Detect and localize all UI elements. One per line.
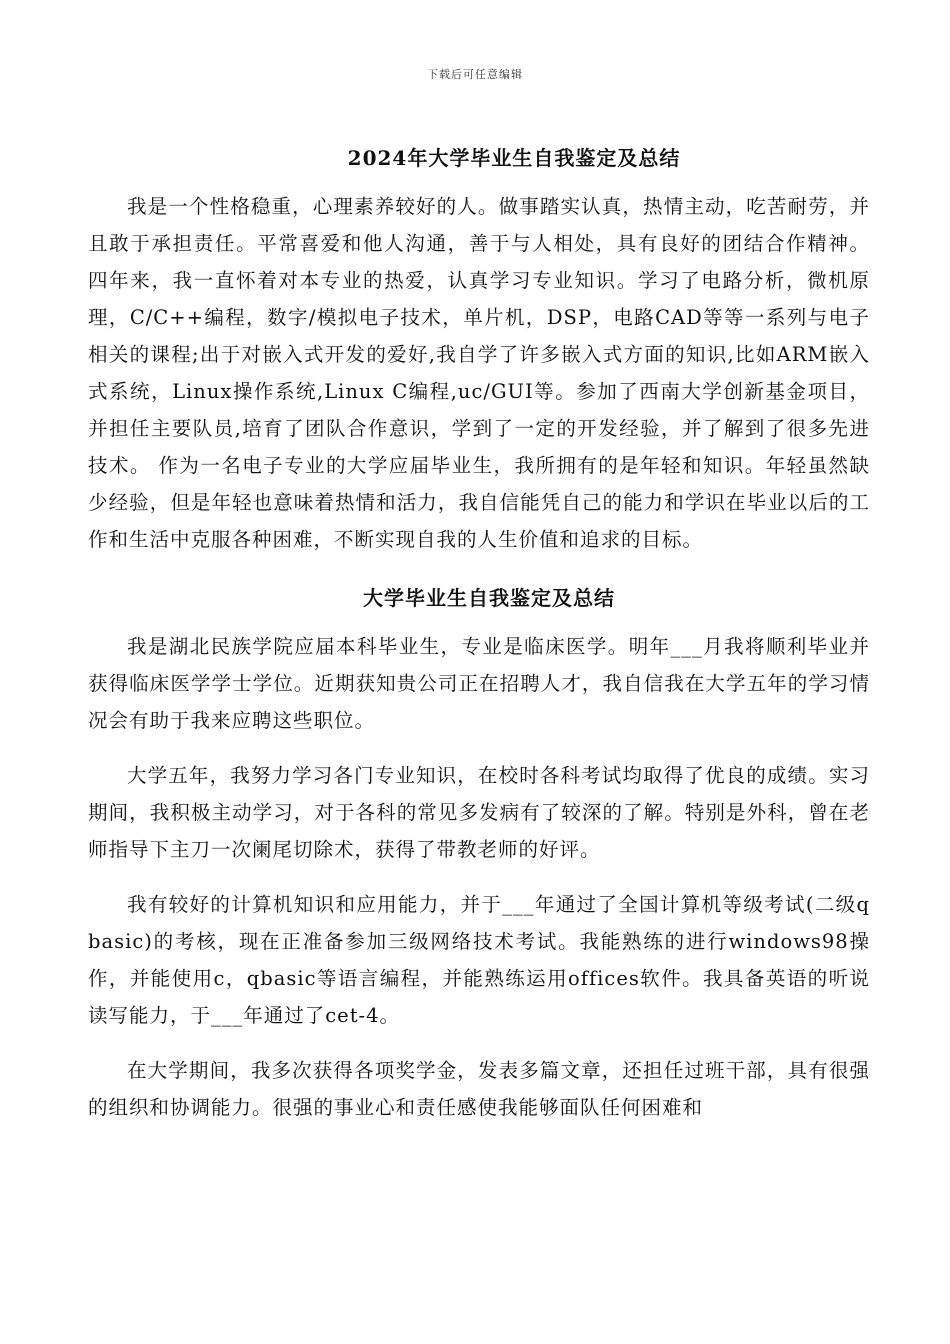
section2-paragraph-3: 我有较好的计算机知识和应用能力，并于___年通过了全国计算机等级考试(二级qbasic)的考核，现在正准备参加三级网络技术考试。我能熟练的进行windows98操作，并能使用c，qbasic等语言编程，并能熟练运用offices软件。我具备英语的听说读写能力，于___年通过了cet-4。	[88, 893, 870, 1027]
section2-paragraph-2: 大学五年，我努力学习各门专业知识，在校时各科考试均取得了优良的成绩。实习期间，我积极主动学习，对于各科的常见多发病有了较深的了解。特别是外科，曾在老师指导下主刀一次阑尾切除术，获得了带教老师的好评。	[88, 764, 870, 861]
section2-title: 大学毕业生自我鉴定及总结	[363, 586, 615, 610]
section2-paragraph-4: 在大学期间，我多次获得各项奖学金，发表多篇文章，还担任过班干部，具有很强的组织和协调能力。很强的事业心和责任感使我能够面队任何困难和	[88, 1059, 870, 1119]
section1-paragraph: 我是一个性格稳重，心理素养较好的人。做事踏实认真，热情主动，吃苦耐劳，并且敢于承担责任。平常喜爱和他人沟通，善于与人相处，具有良好的团结合作精神。 四年来，我一直怀着对本专业的热爱，认真学习专业知识。学习了电路分析，微机原理，C/C++编程，数字/模拟电子技术，单片机，DSP，电路CAD等等一系列与电子相关的课程;出于对嵌入式开发的爱好,我自学了许多嵌入式方面的知识,比如ARM嵌入式系统，Linux操作系统,Linux C编程,uc/GUI等。参加了西南大学创新基金项目，并担任主要队员,培育了团队合作意识，学到了一定的开发经验，并了解到了很多先进技术。 作为一名电子专业的大学应届毕业生，我所拥有的是年轻和知识。年轻虽然缺少经验，但是年轻也意味着热情和活力，我自信能凭自己的能力和学识在毕业以后的工作和生活中克服各种困难，不断实现自我的人生价值和追求的目标。	[88, 195, 870, 551]
document-body	[88, 140, 870, 1126]
section1-title: 2024年大学毕业生自我鉴定及总结	[347, 146, 681, 170]
header-note: 下载后可任意编辑	[427, 68, 523, 81]
section2-paragraph-1: 我是湖北民族学院应届本科毕业生，专业是临床医学。明年___月我将顺利毕业并获得临床医学学士学位。近期获知贵公司正在招聘人才，我自信我在大学五年的学习情况会有助于我来应聘这些职位。	[88, 635, 870, 732]
